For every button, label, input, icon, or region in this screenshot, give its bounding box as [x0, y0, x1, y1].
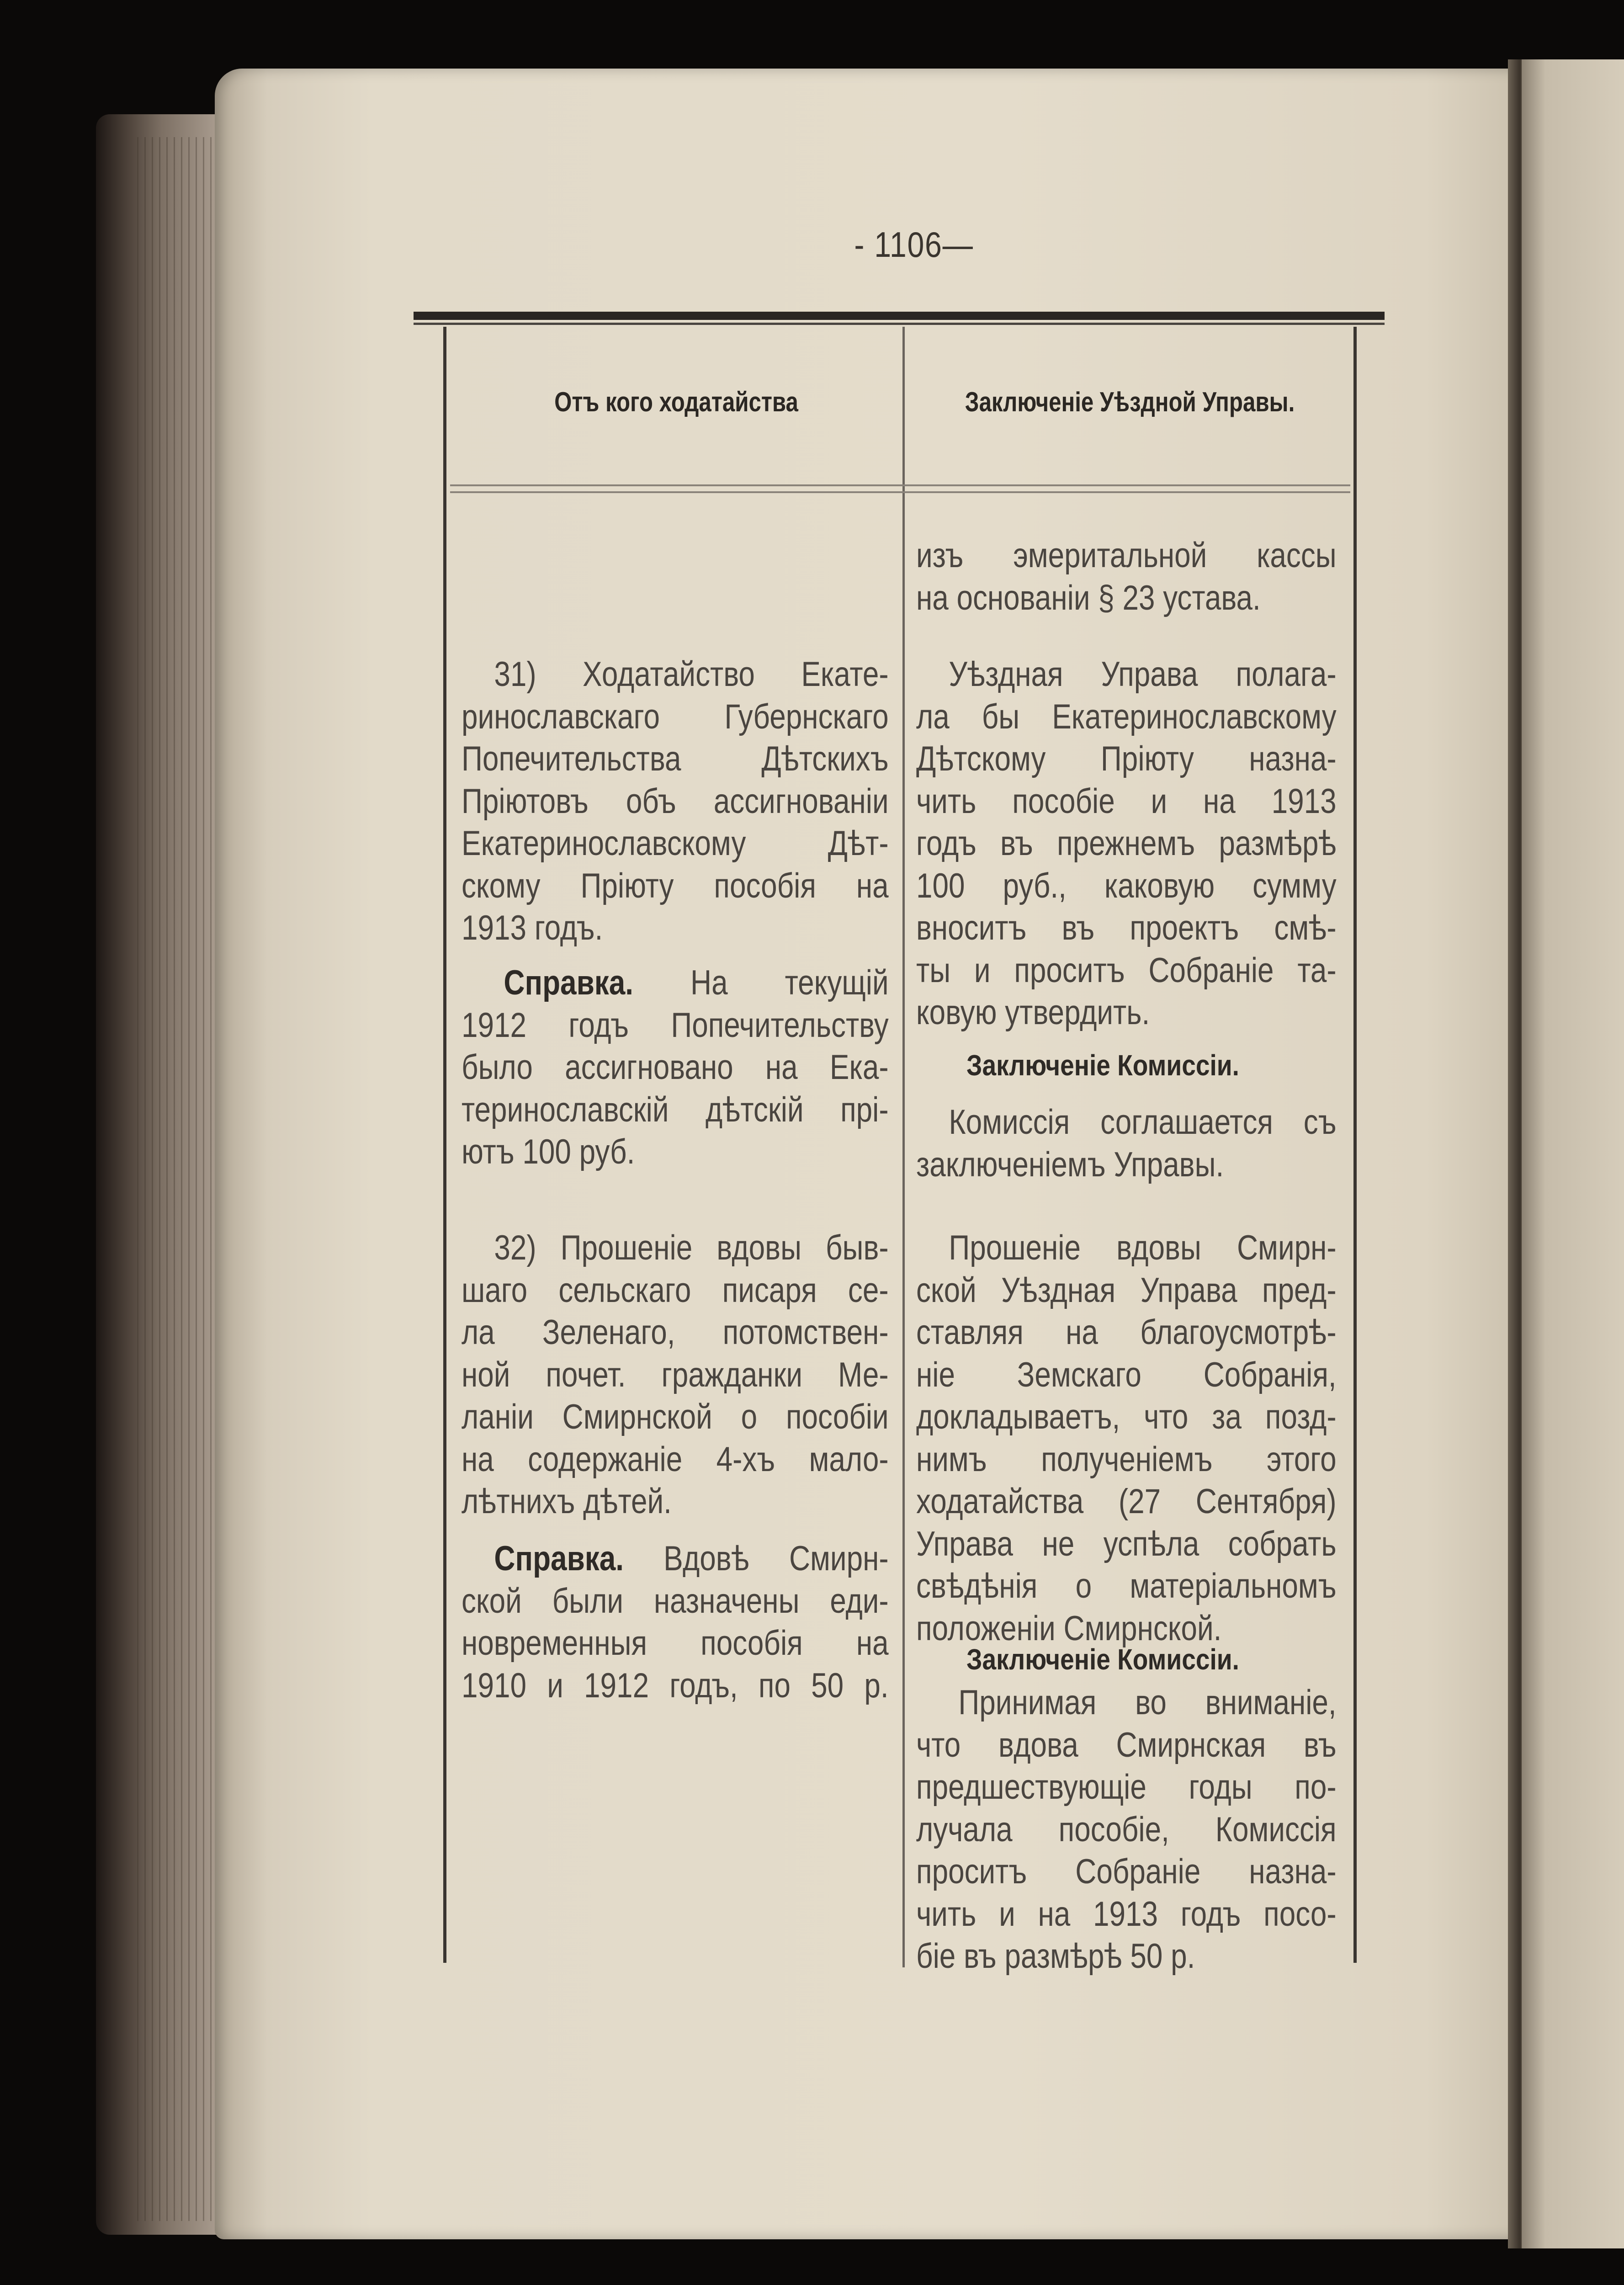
text-line: ходатайства (27 Сентября): [916, 1482, 1337, 1521]
commission-32-text: [916, 1682, 1337, 1978]
commission-31-text: [916, 1101, 1337, 1186]
table-top-rule: [414, 312, 1385, 320]
text-line: ринославскаго Губернскаго: [462, 697, 889, 736]
text-line: ты и проситъ Собраніе та-: [916, 951, 1337, 990]
text-line: ставляя на благоусмотрѣ-: [916, 1313, 1337, 1352]
text-line: ской Уѣздная Управа пред-: [916, 1270, 1337, 1310]
heading-text: Заключеніе Комиссіи.: [966, 1643, 1239, 1676]
text-line: 1910 и 1912 годъ, по 50 р.: [462, 1666, 889, 1705]
text-line: чить пособіе и на 1913: [916, 781, 1337, 821]
text-line: новременныя пособія на: [462, 1624, 889, 1663]
table-top-rule-thin: [414, 323, 1385, 325]
reference-lead: Справка. На текущій: [504, 963, 889, 1002]
reference-32-text: [462, 1538, 889, 1707]
text-line: шаго сельскаго писаря се-: [462, 1270, 889, 1310]
text-line: ской были назначены еди-: [462, 1581, 889, 1621]
text-line: Екатеринославскому Дѣт-: [462, 824, 889, 863]
text-line: Комиссія соглашается съ: [949, 1103, 1337, 1142]
text-line: Пріютовъ объ ассигнованіи: [462, 781, 889, 821]
next-page-strip: [1522, 59, 1624, 2248]
header-separator-rule: [450, 484, 1350, 486]
conclusion-32-text: [916, 1227, 1337, 1650]
text-line: докладываетъ, что за позд-: [916, 1398, 1337, 1436]
commission-heading-1: [966, 1044, 1332, 1087]
table-column-divider: [902, 327, 905, 1967]
text-line: изъ эмеритальной кассы: [916, 536, 1337, 575]
text-line: 31) Ходатайство Екате-: [494, 655, 889, 694]
text-line: теринославскій дѣтскій прі-: [462, 1090, 889, 1129]
text-line: ной почет. гражданки Ме-: [462, 1355, 889, 1394]
text-line: годъ въ прежнемъ размѣрѣ: [916, 824, 1337, 863]
text-line: Попечительства Дѣтскихъ: [462, 739, 889, 778]
commission-heading-2: [966, 1638, 1332, 1681]
text-line: проситъ Собраніе назна-: [916, 1852, 1337, 1891]
text-line: на содержаніе 4-хъ мало-: [462, 1440, 889, 1479]
text-line: Управа не успѣла собрать: [916, 1524, 1337, 1563]
column-header-conclusion: Заключеніе Уѣздной Управы.: [965, 387, 1295, 417]
text-line: ланіи Смирнской о пособіи: [462, 1398, 889, 1436]
text-line: ла бы Екатеринославскому: [916, 697, 1337, 736]
text-line: что вдова Смирнская въ: [916, 1725, 1337, 1764]
page-number: - 1106—: [854, 224, 974, 265]
reference-31-text: [462, 962, 889, 1174]
text-line: 1912 годъ Попечительству: [462, 1005, 889, 1045]
text-line: Принимая во вниманіе,: [958, 1683, 1337, 1722]
conclusion-31-text: [916, 654, 1337, 1034]
text-line: 1913 годъ.: [462, 909, 603, 947]
text-line: Справка. Вдовѣ Смирн-: [494, 1539, 889, 1578]
text-line: на основаніи § 23 устава.: [916, 578, 1261, 617]
table-left-border: [443, 327, 446, 1963]
text-line: Уѣздная Управа полага-: [949, 655, 1337, 694]
text-line: Прошеніе вдовы Смирн-: [949, 1228, 1337, 1267]
text-line: свѣдѣнія о матеріальномъ: [916, 1567, 1337, 1605]
heading-text: Заключеніе Комиссіи.: [966, 1049, 1239, 1082]
text-line: ніе Земскаго Собранія,: [916, 1355, 1337, 1394]
text-line: вноситъ въ проектъ смѣ-: [916, 909, 1337, 947]
column-header-petitioner: Отъ кого ходатайства: [554, 387, 798, 417]
header-separator-rule-2: [450, 491, 1350, 493]
reference-label: Справка.: [494, 1539, 624, 1578]
table-right-border: [1353, 327, 1357, 1963]
text-line: лучала пособіе, Комиссія: [916, 1810, 1337, 1849]
petition-31-text: [462, 654, 889, 950]
text-line: ютъ 100 руб.: [462, 1132, 635, 1171]
text-line: ла Зеленаго, потомствен-: [462, 1313, 889, 1352]
text-line: было ассигновано на Ека-: [462, 1048, 889, 1087]
text-line: лѣтнихъ дѣтей.: [462, 1482, 672, 1521]
text-line: чить и на 1913 годъ посо-: [916, 1894, 1337, 1934]
text-line: скому Пріюту пособія на: [462, 866, 889, 905]
continuation-text: [916, 535, 1337, 619]
petition-32-text: [462, 1227, 889, 1523]
reference-label: Справка.: [504, 963, 634, 1002]
text-line: біе въ размѣрѣ 50 р.: [916, 1937, 1195, 1976]
text-line: предшествующіе годы по-: [916, 1768, 1337, 1807]
text-line: 100 руб., каковую сумму: [916, 866, 1337, 905]
text-line: нимъ полученіемъ этого: [916, 1440, 1337, 1479]
text-line: положеніи Смирнской.: [916, 1609, 1222, 1648]
text-line: ковую утвердить.: [916, 993, 1150, 1032]
text-line: Дѣтскому Пріюту назна-: [916, 739, 1337, 778]
text-line: 32) Прошеніе вдовы быв-: [494, 1228, 889, 1267]
text-line: заключеніемъ Управы.: [916, 1145, 1224, 1184]
text-line: [462, 962, 889, 1004]
